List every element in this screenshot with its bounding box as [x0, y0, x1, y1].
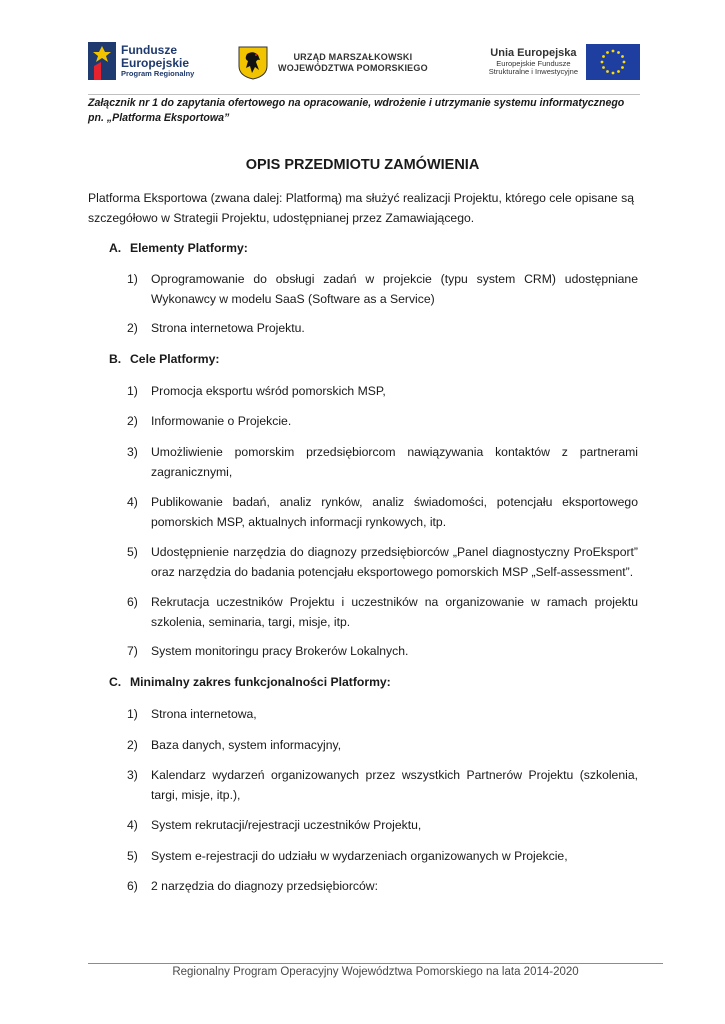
section-b-letter: B. — [109, 352, 122, 366]
list-item — [127, 543, 638, 582]
footer-divider — [88, 963, 663, 964]
item-line2: oraz narzędzia do badania potencjału eksportowego pomorskich MSP „Self-assessment”. — [151, 564, 634, 579]
eu-logo-line1: Unia Europejska — [490, 47, 577, 60]
item-line2: szkolenia, seminaria, targi, misje, itp. — [151, 614, 351, 629]
list-item — [127, 877, 638, 897]
item-line1: Informowanie o Projekcie. — [151, 414, 292, 428]
item-line1: Strona internetowa Projektu. — [151, 321, 305, 335]
list-item — [127, 493, 638, 532]
list-item — [127, 705, 638, 725]
list-item — [127, 319, 638, 339]
attachment-line2: pn. „Platforma Eksportowa” — [88, 112, 230, 124]
item-number: 5) — [127, 849, 138, 863]
section-b-title: Cele Platformy: — [130, 352, 220, 366]
header-logos — [88, 40, 640, 86]
item-number: 4) — [127, 818, 138, 832]
fe-logo-line2: Europejskie — [121, 55, 190, 70]
section-c-title: Minimalny zakres funkcjonalności Platformy: — [130, 675, 391, 689]
list-item — [127, 766, 638, 805]
fundusze-europejskie-logo — [88, 42, 194, 80]
fe-logo-line3: Program Regionalny — [121, 69, 195, 79]
item-number: 5) — [127, 545, 138, 559]
list-item — [127, 847, 638, 867]
item-line1: Udostępnienie narzędzia do diagnozy przedsiębiorców „Panel diagnostyczny ProEksport” — [151, 545, 638, 559]
item-number: 1) — [127, 384, 138, 398]
list-item — [127, 593, 638, 632]
urzad-marszalkowski-logo — [238, 46, 428, 80]
pomorskie-griffin-crest-icon — [238, 46, 268, 80]
list-item — [127, 816, 638, 836]
page-title: OPIS PRZEDMIOTU ZAMÓWIENIA — [245, 157, 480, 173]
list-item — [127, 382, 638, 402]
item-number: 3) — [127, 445, 138, 459]
item-line1: Strona internetowa, — [151, 707, 257, 721]
intro-line1: Platforma Eksportowa (zwana dalej: Platformą) ma służyć realizacji Projektu, którego cele opisane są — [88, 191, 634, 205]
item-line1: Kalendarz wydarzeń organizowanych przez wszystkich Partnerów Projektu (szkolenia, — [151, 768, 638, 782]
item-line1: System rekrutacji/rejestracji uczestników Projektu, — [151, 818, 422, 832]
section-c-letter: C. — [109, 675, 122, 689]
section-a-heading — [109, 241, 248, 255]
section-c-heading — [109, 675, 391, 689]
item-line1: Rekrutacja uczestników Projektu i uczestników na organizowanie w ramach projektu — [151, 595, 638, 609]
list-item — [127, 270, 638, 309]
item-number: 2) — [127, 738, 138, 752]
item-number: 1) — [127, 272, 138, 286]
item-line1: Oprogramowanie do obsługi zadań w projekcie (typu system CRM) udostępniane — [151, 272, 638, 286]
item-number: 1) — [127, 707, 138, 721]
header-divider — [88, 94, 640, 95]
item-line1: Promocja eksportu wśród pomorskich MSP, — [151, 384, 386, 398]
intro-line2: szczegółowo w Strategii Projektu, udostępnianej przez Zamawiającego. — [88, 211, 475, 225]
eu-logo-line2: Europejskie Fundusze — [496, 58, 571, 68]
item-number: 2) — [127, 414, 138, 428]
item-number: 7) — [127, 644, 138, 658]
item-line2: zagranicznymi, — [151, 464, 233, 479]
fundusze-europejskie-mark-icon — [88, 42, 116, 80]
item-line1: 2 narzędzia do diagnozy przedsiębiorców: — [151, 879, 378, 893]
attachment-line1: Załącznik nr 1 do zapytania ofertowego na opracowanie, wdrożenie i utrzymanie systemu informatycznego — [88, 97, 625, 109]
section-a-title: Elementy Platformy: — [130, 241, 248, 255]
list-item — [127, 642, 638, 662]
eu-flag-icon — [586, 44, 640, 80]
eu-logo-line3: Strukturalne i Inwestycyjne — [488, 67, 578, 77]
item-number: 6) — [127, 879, 138, 893]
item-number: 2) — [127, 321, 138, 335]
item-line2: targi, misje, itp.), — [151, 787, 241, 802]
item-line1: Umożliwienie pomorskim przedsiębiorcom nawiązywania kontaktów z partnerami — [151, 445, 638, 459]
unia-europejska-logo — [489, 44, 640, 80]
section-a-letter: A. — [109, 241, 122, 255]
page-footer: Regionalny Program Operacyjny Województwa Pomorskiego na lata 2014-2020 — [172, 966, 579, 978]
item-number: 6) — [127, 595, 138, 609]
list-item — [127, 443, 638, 482]
item-line1: Baza danych, system informacyjny, — [151, 738, 342, 752]
section-b-heading — [109, 352, 219, 366]
intro-paragraph — [88, 188, 640, 228]
item-line2: Wykonawcy w modelu SaaS (Software as a Service) — [151, 291, 435, 306]
um-logo-line1: URZĄD MARSZAŁKOWSKI — [293, 51, 413, 62]
fe-logo-line1: Fundusze — [121, 42, 177, 57]
item-line1: Publikowanie badań, analiz rynków, analiz świadomości, potencjału eksportowego — [151, 495, 638, 509]
item-line2: pomorskich MSP, aktualnych informacji rynkowych, itp. — [151, 514, 447, 529]
list-item — [127, 412, 638, 432]
list-item — [127, 736, 638, 756]
item-number: 4) — [127, 495, 138, 509]
item-line1: System monitoringu pracy Brokerów Lokalnych. — [151, 644, 409, 658]
um-logo-line2: WOJEWÓDZTWA POMORSKIEGO — [278, 63, 428, 73]
item-number: 3) — [127, 768, 138, 782]
attachment-note — [88, 96, 640, 126]
item-line1: System e-rejestracji do udziału w wydarzeniach organizowanych w Projekcie, — [151, 849, 568, 863]
